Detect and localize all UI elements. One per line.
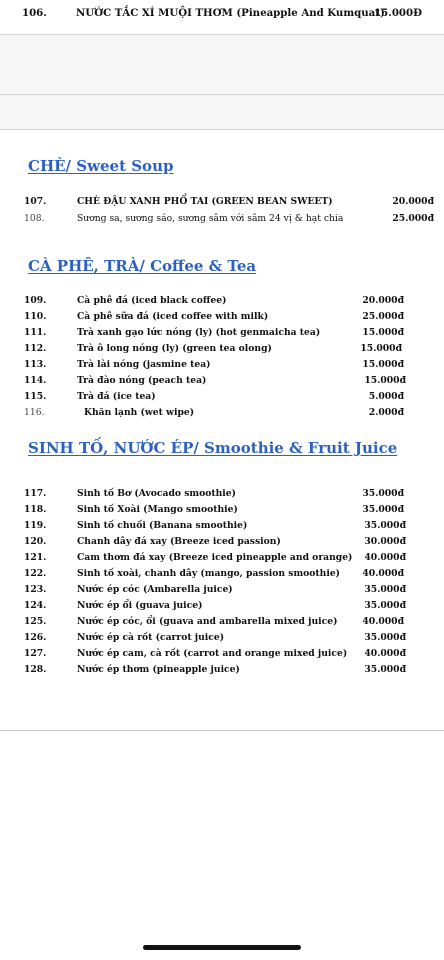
item-number: 122. — [24, 568, 47, 579]
menu-item-119 — [0, 520, 444, 536]
item-price: 15.000đ — [362, 327, 404, 338]
item-price: 35.000đ — [364, 632, 406, 643]
item-name: Trà đá (ice tea) — [77, 391, 156, 402]
item-price: 35.000đ — [364, 600, 406, 611]
item-price: 35.000đ — [362, 504, 404, 515]
item-price: 15.000đ — [362, 359, 404, 370]
item-price: 15.000đ — [360, 343, 402, 354]
item-number: 121. — [24, 552, 47, 563]
menu-item-125 — [0, 616, 444, 632]
menu-item-120 — [0, 536, 444, 552]
item-number: 118. — [24, 504, 47, 515]
item-name: Cà phê sữa đá (iced coffee with milk) — [77, 311, 269, 322]
item-name: Nước ép cà rốt (carrot juice) — [77, 632, 225, 643]
menu-item-110 — [0, 311, 444, 327]
item-price: 15.000đ — [364, 375, 406, 386]
menu-item-124 — [0, 600, 444, 616]
item-price: 40.000đ — [362, 568, 404, 579]
item-number: 115. — [24, 391, 47, 402]
item-price: 5.000đ — [368, 391, 404, 402]
item-price: 25.000đ — [392, 213, 434, 224]
item-number: 108. — [24, 213, 45, 224]
item-name: Nước ép cóc, ổi (guava and ambarella mixed juice) — [77, 616, 338, 627]
item-name: Cam thơm đá xay (Breeze iced pineapple and orange) — [77, 552, 353, 563]
item-price: 40.000đ — [362, 616, 404, 627]
item-price: 20.000đ — [362, 295, 404, 306]
item-number: 110. — [24, 311, 47, 322]
menu-item-118 — [0, 504, 444, 520]
item-price: 35.000đ — [364, 520, 406, 531]
item-number: 114. — [24, 375, 47, 386]
item-price: 35.000đ — [362, 488, 404, 499]
menu-item-108 — [0, 213, 444, 229]
item-name: Nước ép thơm (pineapple juice) — [77, 664, 240, 675]
item-number: 106. — [22, 7, 47, 19]
item-name: Cà phê đá (iced black coffee) — [77, 295, 227, 306]
item-number: 124. — [24, 600, 47, 611]
item-number: 107. — [24, 196, 47, 207]
menu-item-112 — [0, 343, 444, 359]
item-name: Sinh tố Bơ (Avocado smoothie) — [77, 488, 236, 499]
section-title-smoothie: SINH TỐ, NƯỚC ÉP/ Smoothie & Fruit Juice — [28, 439, 398, 457]
item-name: Nước ép cóc (Ambarella juice) — [77, 584, 233, 595]
menu-item-126 — [0, 632, 444, 648]
item-name: Nước ép cam, cà rốt (carrot and orange mixed juice) — [77, 648, 348, 659]
menu-item-122 — [0, 568, 444, 584]
menu-item-115 — [0, 391, 444, 407]
item-number: 116. — [24, 407, 45, 418]
item-name: Sinh tố xoài, chanh dây (mango, passion smoothie) — [77, 568, 341, 579]
item-number: 120. — [24, 536, 47, 547]
page-divider — [0, 129, 444, 130]
page-bottom-divider — [0, 730, 444, 731]
item-number: 112. — [24, 343, 47, 354]
page-divider — [0, 34, 444, 35]
menu-item-128 — [0, 664, 444, 680]
menu-item-116 — [0, 407, 444, 423]
menu-item-121 — [0, 552, 444, 568]
item-name: Chanh dây đá xay (Breeze iced passion) — [77, 536, 281, 547]
menu-item-109 — [0, 295, 444, 311]
item-number: 128. — [24, 664, 47, 675]
item-price: 15.000Đ — [374, 7, 422, 19]
menu-item-117 — [0, 488, 444, 504]
item-name: Trà đào nóng (peach tea) — [77, 375, 207, 386]
menu-item-107 — [0, 196, 444, 212]
item-number: 123. — [24, 584, 47, 595]
item-name: Trà xanh gạo lức nóng (ly) (hot genmaicha tea) — [77, 327, 321, 338]
item-price: 20.000đ — [392, 196, 434, 207]
item-price: 2.000đ — [368, 407, 404, 418]
menu-item-106 — [0, 0, 444, 34]
menu-item-127 — [0, 648, 444, 664]
item-name: Trà lài nóng (jasmine tea) — [77, 359, 211, 370]
item-number: 111. — [24, 327, 47, 338]
menu-item-123 — [0, 584, 444, 600]
item-number: 125. — [24, 616, 47, 627]
item-price: 40.000đ — [364, 552, 406, 563]
home-indicator[interactable] — [143, 945, 301, 950]
item-number: 126. — [24, 632, 47, 643]
menu-item-114 — [0, 375, 444, 391]
page-break — [0, 34, 444, 130]
item-price: 35.000đ — [364, 584, 406, 595]
item-price: 40.000đ — [364, 648, 406, 659]
item-name: Khăn lạnh (wet wipe) — [84, 407, 195, 418]
item-number: 113. — [24, 359, 47, 370]
menu-item-111 — [0, 327, 444, 343]
item-name: Trà ô long nóng (ly) (green tea olong) — [77, 343, 272, 354]
item-number: 119. — [24, 520, 47, 531]
item-number: 109. — [24, 295, 47, 306]
section-title-coffee-tea: CÀ PHÊ, TRÀ/ Coffee & Tea — [28, 257, 257, 275]
item-name: CHÈ ĐẬU XANH PHỔ TAI (GREEN BEAN SWEET) — [77, 196, 333, 207]
menu-item-113 — [0, 359, 444, 375]
item-name: Sinh tố Xoài (Mango smoothie) — [77, 504, 238, 515]
item-price: 25.000đ — [362, 311, 404, 322]
section-title-sweet-soup: CHÈ/ Sweet Soup — [28, 157, 174, 175]
item-price: 30.000đ — [364, 536, 406, 547]
item-name: NƯỚC TẮC XÍ MUỘI THƠM (Pineapple And Kumquat) — [76, 7, 385, 19]
item-name: Nước ép ổi (guava juice) — [77, 600, 203, 611]
item-price: 35.000đ — [364, 664, 406, 675]
page-divider — [0, 94, 444, 95]
item-name: Sương sa, sương sáo, sương sâm với sâm 24 vị & hạt chia — [77, 213, 344, 224]
item-name: Sinh tố chuối (Banana smoothie) — [77, 520, 248, 531]
item-number: 127. — [24, 648, 47, 659]
item-number: 117. — [24, 488, 47, 499]
